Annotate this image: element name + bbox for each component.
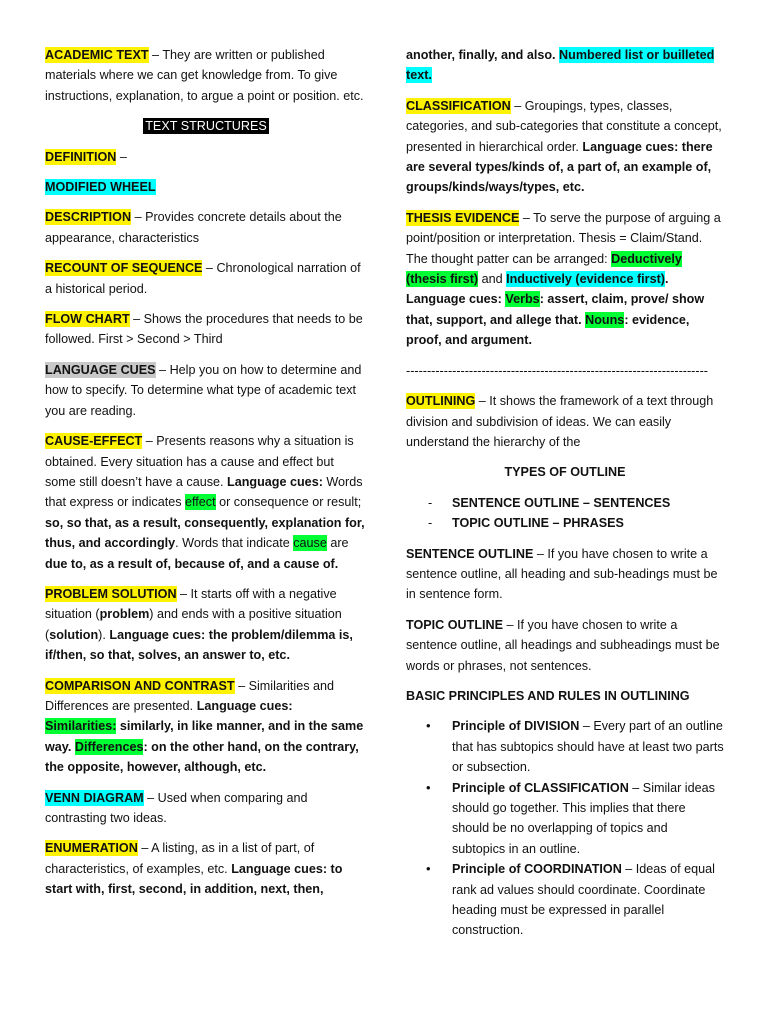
language-cues-body: – Help you on how to determine and how to specify. To determine what type of academic text you are reading. <box>45 362 362 418</box>
list-item-text: TOPIC OUTLINE – PHRASES <box>452 516 624 531</box>
description-paragraph <box>45 207 367 248</box>
text-structures-heading-row <box>45 116 367 136</box>
highlight-effect: effect <box>185 495 216 510</box>
comparison-bold-3: : on the other hand, on the contrary, the opposite, however, although, etc. <box>45 739 359 775</box>
types-of-outline-heading-row <box>406 462 724 482</box>
problem-solution-text-2: ) and ends with a positive situation ( <box>45 607 342 642</box>
highlight-nouns: Nouns <box>585 312 625 327</box>
cause-effect-bold-2: so, so that, as a result, consequently, explanation for, thus, and accordingly <box>45 515 365 551</box>
comparison-bold-1: Language cues: <box>196 698 293 713</box>
classification-text-1: – Groupings, types, classes, categories, and sub-categories that constitute a concept, presented in hierarchical order. <box>406 98 722 154</box>
term-thesis-evidence: THESIS EVIDENCE <box>406 210 520 225</box>
highlight-verbs: Verbs <box>505 292 540 307</box>
enumeration-cont-bold: another, finally, and also. <box>406 48 556 62</box>
cause-effect-text-1: – Presents reasons why a situation is obtained. Every situation has a cause and effect but some still doesn’t have a cause. <box>45 434 354 489</box>
cause-effect-bold-1: Language cues: <box>227 474 323 489</box>
thesis-bold-2: : assert, claim, prove/ show that, support, and allege that. <box>406 292 705 327</box>
cause-effect-text-3: or consequence or result; <box>215 495 362 510</box>
thesis-paragraph <box>406 208 724 351</box>
thesis-bold-1: . Language cues: <box>406 272 669 307</box>
comparison-bold-2: similarly, in like manner, and in the same way. <box>45 719 364 754</box>
term-flow-chart: FLOW CHART <box>45 312 130 327</box>
sentence-outline-paragraph <box>406 544 724 605</box>
highlight-cause: cause <box>293 536 327 551</box>
list-item <box>406 513 724 533</box>
bullet-marker: • <box>426 718 431 734</box>
outlining-body: – It shows the framework of a text through division and subdivision of ideas. We can easily understand the hierarchy of the <box>406 394 714 449</box>
classification-paragraph <box>406 96 724 198</box>
principles-heading: BASIC PRINCIPLES AND RULES IN OUTLINING <box>406 688 690 703</box>
bullet-marker: • <box>426 861 431 877</box>
left-column <box>45 45 367 910</box>
enumeration-bold-1: Language cues: to start with, first, second, in addition, next, then, <box>45 861 343 897</box>
term-venn-diagram: VENN DIAGRAM <box>45 790 144 805</box>
term-classification: CLASSIFICATION <box>406 98 511 113</box>
list-item <box>406 493 724 513</box>
outlining-paragraph <box>406 391 724 452</box>
academic-text-body: – They are written or published materials where we can get knowledge from. To give instructions, explanation, to argue a point or position. etc. <box>45 48 364 103</box>
flow-chart-body: – Shows the procedures that needs to be followed. First > Second > Third <box>45 312 363 347</box>
list-item <box>406 716 724 777</box>
principle-body: – Ideas of equal rank ad values should coordinate. Coordinate heading must be expressed in parallel construction. <box>452 862 715 938</box>
modified-wheel-paragraph <box>45 177 367 197</box>
academic-text-paragraph <box>45 45 367 106</box>
comparison-paragraph <box>45 676 367 778</box>
problem-solution-paragraph <box>45 584 367 666</box>
problem-solution-text-3: ). <box>98 627 110 642</box>
dashed-divider: ------------------------------------------------------------------------ <box>406 363 708 378</box>
term-definition: DEFINITION <box>45 149 117 164</box>
definition-body: – <box>116 149 127 164</box>
term-sentence-outline: SENTENCE OUTLINE <box>406 546 534 561</box>
list-item <box>406 778 724 860</box>
highlight-differences: Differences <box>74 739 144 754</box>
enumeration-paragraph <box>45 838 367 899</box>
problem-solution-bold-3: Language cues: the problem/dilemma is, if/then, so that, solves, an answer to, etc. <box>45 627 353 663</box>
term-description: DESCRIPTION <box>45 210 132 225</box>
term-cause-effect: CAUSE-EFFECT <box>45 434 143 449</box>
definition-paragraph <box>45 147 367 167</box>
term-academic-text: ACADEMIC TEXT <box>45 48 149 62</box>
classification-bold-1: Language cues: there are several types/kinds of, a part of, an example of, groups/kinds/ways/types, etc. <box>406 139 713 195</box>
problem-solution-bold-1: problem <box>99 607 150 622</box>
term-language-cues: LANGUAGE CUES <box>45 362 156 377</box>
text-structures-heading: TEXT STRUCTURES <box>145 119 267 134</box>
cause-effect-text-2: Words that express or indicates <box>45 474 363 510</box>
flow-chart-paragraph <box>45 309 367 350</box>
topic-outline-paragraph <box>406 615 724 676</box>
cause-effect-text-4: . Words that indicate <box>175 536 294 551</box>
term-comparison: COMPARISON AND CONTRAST <box>45 678 235 693</box>
principle-body: – Every part of an outline that has subtopics should have at least two parts or subsection. <box>452 719 724 775</box>
term-modified-wheel: MODIFIED WHEEL <box>45 180 156 195</box>
term-enumeration: ENUMERATION <box>45 841 138 856</box>
recount-paragraph <box>45 258 367 299</box>
description-body: – Provides concrete details about the appearance, characteristics <box>45 210 342 245</box>
enumeration-continued-paragraph <box>406 45 724 86</box>
term-outlining: OUTLINING <box>406 394 476 409</box>
recount-body: – Chronological narration of a historical period. <box>45 261 361 296</box>
venn-body: – Used when comparing and contrasting two ideas. <box>45 790 308 825</box>
highlight-similarities: Similarities: <box>45 719 117 734</box>
principles-list <box>406 716 724 940</box>
thesis-bold-3: : evidence, proof, and argument. <box>406 312 690 348</box>
term-recount: RECOUNT OF SEQUENCE <box>45 261 203 276</box>
problem-solution-bold-2: solution <box>49 627 99 642</box>
types-of-outline-list <box>406 493 724 534</box>
enumeration-text-1: – A listing, as in a list of part, of characteristics, of examples, etc. <box>45 841 315 876</box>
bullet-marker: • <box>426 779 431 795</box>
principle-term: Principle of DIVISION <box>452 719 580 734</box>
principle-body: – Similar ideas should go together. This implies that there should be no overlapping of topics and subtopics in an outline. <box>452 780 715 856</box>
term-topic-outline: TOPIC OUTLINE <box>406 617 504 632</box>
highlight-inductively: Inductively (evidence first) <box>506 272 665 287</box>
problem-solution-text-1: – It starts off with a negative situation ( <box>45 586 337 622</box>
language-cues-paragraph <box>45 360 367 421</box>
principle-term: Principle of COORDINATION <box>452 862 622 877</box>
venn-paragraph <box>45 788 367 829</box>
thesis-text-1: – To serve the purpose of arguing a point/position or interpretation. Thesis = Claim/Stand. The thought patter can be arranged: <box>406 210 721 266</box>
right-column <box>406 45 724 941</box>
cause-effect-paragraph <box>45 431 367 574</box>
list-item <box>406 859 724 941</box>
dash-marker: - <box>428 495 433 510</box>
list-item-text: SENTENCE OUTLINE – SENTENCES <box>452 495 671 510</box>
cause-effect-text-5: are <box>326 536 349 551</box>
cause-effect-bold-3: due to, as a result of, because of, and a cause of. <box>45 556 339 571</box>
topic-outline-body: – If you have chosen to write a sentence outline, all headings and subheadings must be words or phrases, not sentences. <box>406 617 720 673</box>
sentence-outline-body: – If you have chosen to write a sentence outline, all heading and sub-headings must be in sentence form. <box>406 546 718 602</box>
types-of-outline-heading: TYPES OF OUTLINE <box>504 465 626 480</box>
dash-marker: - <box>428 516 433 531</box>
thesis-and: and <box>478 272 507 287</box>
highlight-numbered-list: Numbered list or builleted text. <box>406 48 715 83</box>
highlight-deductively: Deductively (thesis first) <box>406 251 682 287</box>
term-problem-solution: PROBLEM SOLUTION <box>45 586 177 601</box>
principles-heading-row <box>406 686 724 706</box>
principle-term: Principle of CLASSIFICATION <box>452 780 629 795</box>
comparison-text-1: – Similarities and Differences are presented. <box>45 678 335 713</box>
